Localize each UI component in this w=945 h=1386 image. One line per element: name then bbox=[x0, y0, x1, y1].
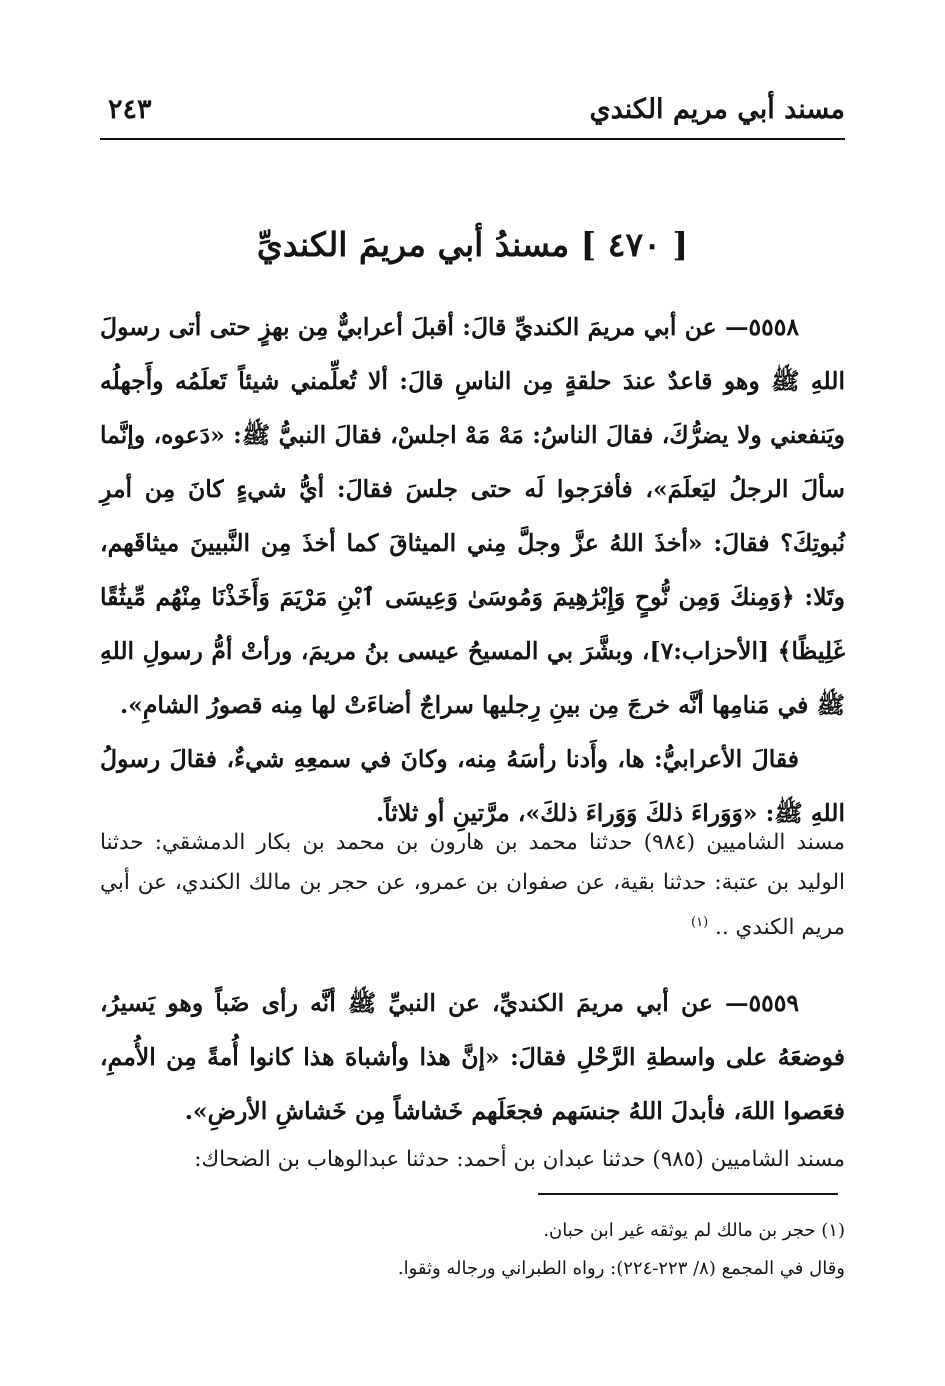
footnote-reference: (١) bbox=[691, 915, 709, 930]
footnote-1: (١) حجر بن مالك لم يوثقه غير ابن حبان. bbox=[543, 1220, 845, 1241]
hadith-5559-paragraph bbox=[100, 976, 845, 1138]
footnotes bbox=[100, 1212, 845, 1288]
hadith-number: ٥٥٥٨ bbox=[748, 313, 799, 341]
hadith-text: — عن أبي مريمَ الكنديِّ، عن النبيِّ ﷺ أنَّه رأى ضَباً وهو يَسيرُ، فوضعَهُ على واسطةِ الرَّحْلِ فقالَ: «إنَّ هذا وأشباهَ هذا كانوا أُمةً مِن الأُممِ، فعَصوا اللهَ، فأبدلَ اللهُ جنسَهم فجعَلَهم خَشاشاً مِن خَشاشِ الأرضِ». bbox=[100, 989, 845, 1125]
footnote-divider bbox=[538, 1193, 838, 1195]
running-title: مسند أبي مريم الكندي bbox=[589, 94, 845, 125]
hadith-5559-source bbox=[100, 1140, 845, 1180]
footnote-1-continuation: وقال في المجمع (٨/ ٢٢٣-٢٢٤): رواه الطبراني ورجاله وثقوا. bbox=[397, 1258, 845, 1279]
hadith-5558-source bbox=[100, 823, 845, 948]
hadith-5559 bbox=[100, 976, 845, 1138]
hadith-5558-continuation: فقالَ الأعرابيُّ: ها، وأَدنا رأسَهُ مِنه، وكانَ في سمعِهِ شيءٌ، فقالَ رسولُ اللهِ ﷺ: «وَوَراءَ ذلكَ وَوَراءَ ذلكَ»، مرَّتينِ أو ثلاثاً. bbox=[100, 745, 845, 827]
page-header bbox=[100, 92, 845, 132]
source-text: مسند الشاميين (٩٨٥) حدثنا عبدان بن أحمد: حدثنا عبدالوهاب بن الضحاك: bbox=[194, 1147, 845, 1172]
section-title: [ ٤٧٠ ] مسندُ أبي مريمَ الكنديِّ bbox=[256, 225, 689, 264]
hadith-5558 bbox=[100, 300, 845, 840]
hadith-5558-paragraph bbox=[100, 300, 845, 732]
hadith-number: ٥٥٥٩ bbox=[748, 989, 799, 1017]
source-text: مسند الشاميين (٩٨٤) حدثنا محمد بن هارون بن محمد بن بكار الدمشقي: حدثنا الوليد بن عتبة: حدثنا بقية، عن صفوان بن عمرو، عن حجر بن مالك الكندي، عن أبي مريم الكندي .. bbox=[100, 830, 845, 941]
page-number: ٢٤٣ bbox=[108, 94, 152, 125]
header-divider bbox=[100, 138, 845, 140]
hadith-text: — عن أبي مريمَ الكنديِّ قالَ: أقبلَ أعرابيٌّ مِن بهزٍ حتى أتى رسولَ اللهِ ﷺ وهو قاعدٌ عندَ حلقةٍ مِن الناسِ قالَ: ألا تُعلِّمني شيئاً تَعلَمُه وأَجهلُه ويَنفعني ولا يضرُّكَ، فقالَ الناسُ: مَهْ مَهْ اجلسْ، فقالَ النبيُّ ﷺ: «دَعوه، وإنَّما سألَ الرجلُ ليَعلَمَ»، فأفرَجوا لَه حتى جلسَ فقالَ: أيُّ شيءٍ كانَ مِن أمرِ نُبوتِكَ؟ فقالَ: «أخذَ اللهُ عزَّ وجلَّ مِني الميثاقَ كما أخذَ مِن النَّبيينَ ميثاقَهم، وتَلا: ﴿وَمِنكَ وَمِن نُّوحٍ وَإِبْرَٰهِيمَ وَمُوسَىٰ وَعِيسَى ٱبْنِ مَرْيَمَ وَأَخَذْنَا مِنْهُم مِّيثَٰقًا غَلِيظًا﴾ [الأحزاب:٧]، وبشَّرَ بي المسيحُ عيسى بنُ مريمَ، ورأتْ أمُّ رسولِ اللهِ ﷺ في مَنامِها أنَّه خرجَ مِن بينِ رِجليها سراجٌ أضاءَتْ لها مِنه قصورُ الشامِ». bbox=[100, 313, 845, 719]
